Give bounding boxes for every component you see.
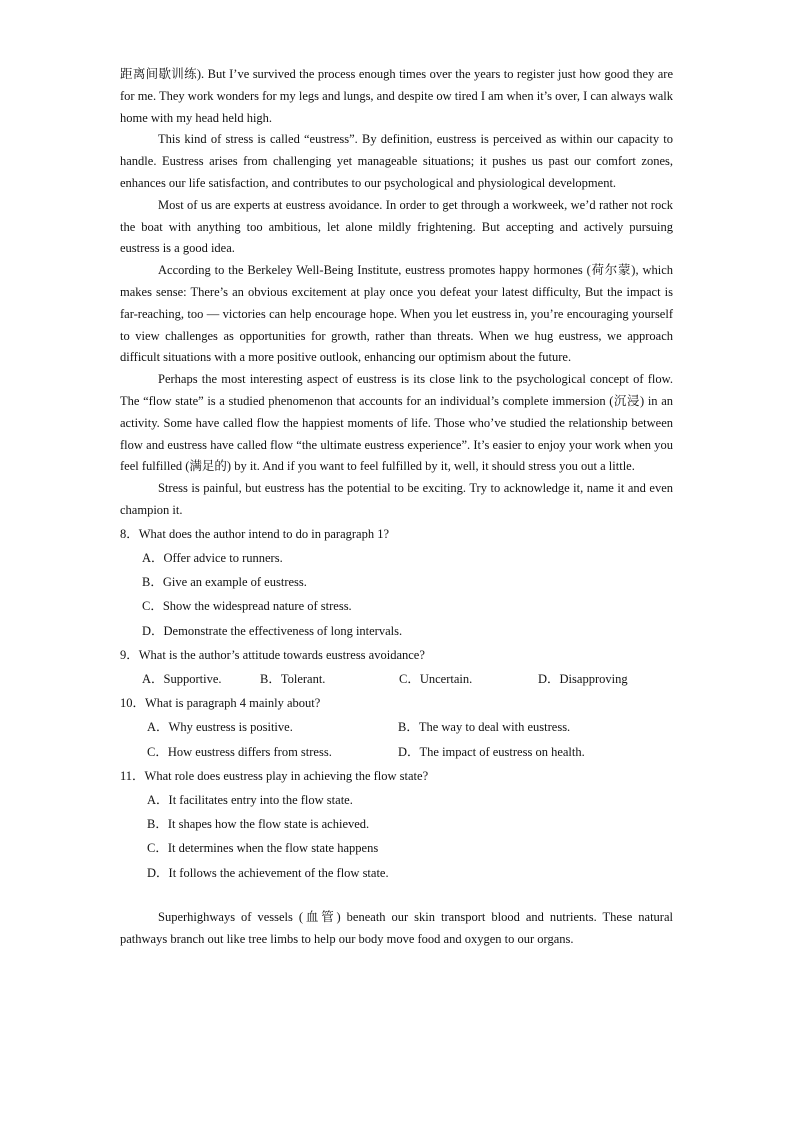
passage-paragraph-1: 距离间歇训练). But I’ve survived the process enough times over the years to register just how good they are for me. They work wonders for my legs and lungs, and despite ow tired I am when it’s over, I can always walk home with my head held high. [120,67,673,125]
option-c: C．Show the widespread nature of stress. [142,599,352,614]
option-a: A．It facilitates entry into the flow state. [147,792,353,807]
section-gap [120,885,673,907]
option-d: D．Disapproving [538,671,628,686]
option-d: D．The impact of eustress on health. [398,744,585,759]
option-b: B．Give an example of eustress. [142,575,307,590]
question-stem: 9．What is the author’s attitude towards eustress avoidance? [120,647,425,662]
option-c: C．Uncertain. [399,671,473,686]
passage-paragraph-5: Perhaps the most interesting aspect of eustress is its close link to the psychological concept of flow. The “flow state” is a studied phenomenon that accounts for an individual’s complete immersion (沉浸) in an activity. Some have called flow the happiest moments of life. Those who’ve studied the relationship between flow and eustress have called flow “the ultimate eustress experience”. It’s easier to enjoy your work when you feel fulfilled (满足的) by it. And if you want to feel fulfilled by it, well, it should stress you out a little. [120,372,673,474]
question-9 [120,643,673,691]
passage-paragraph-6: Stress is painful, but eustress has the potential to be exciting. Try to acknowledge it, name it and even champion it. [120,481,673,517]
question-stem: 8．What does the author intend to do in paragraph 1? [120,526,390,541]
option-b: B．Tolerant. [260,671,326,686]
option-d: D．It follows the achievement of the flow state. [147,865,389,880]
question-stem: 11．What role does eustress play in achieving the flow state? [120,768,429,783]
passage-paragraph-4: According to the Berkeley Well-Being Institute, eustress promotes happy hormones (荷尔蒙), which makes sense: There’s an obvious excitement at play once you defeat your latest difficulty, But the impact is far-reaching, too — victories can help encourage hope. When you let eustress in, you’re encouraging yourself to view challenges as opportunities for growth, rather than threats. When we hug eustress, we approach difficult situations with a more positive outlook, enhancing our optimism about the future. [120,263,673,365]
option-a: A．Offer advice to runners. [142,550,283,565]
option-c: C．It determines when the flow state happens [147,841,379,856]
question-11 [120,764,673,885]
passage-paragraph-3: Most of us are experts at eustress avoidance. In order to get through a workweek, we’d rather not rock the boat with anything too ambitious, let alone mildly frightening. But accepting and actively pursuing eustress is a good idea. [120,197,673,256]
options-row [142,667,673,691]
options-row [147,740,673,764]
option-b: B．It shapes how the flow state is achieved. [147,817,370,832]
next-passage-paragraph: Superhighways of vessels (血管) beneath our skin transport blood and nutrients. These natural pathways branch out like tree limbs to help our body move food and oxygen to our organs. [120,910,673,946]
passage-paragraph-2: This kind of stress is called “eustress”. By definition, eustress is perceived as within our capacity to handle. Eustress arises from challenging yet manageable situations; it pushes us past our comfort zones, enhances our life satisfaction, and contributes to our psychological and physiological development. [120,132,673,190]
document-page [120,64,673,951]
option-b: B．The way to deal with eustress. [398,720,571,735]
options-row [147,715,673,739]
question-stem: 10．What is paragraph 4 mainly about? [120,696,321,711]
question-10 [120,691,673,764]
option-d: D．Demonstrate the effectiveness of long intervals. [142,623,403,638]
question-8 [120,522,673,643]
option-c: C．How eustress differs from stress. [147,744,332,759]
option-a: A．Why eustress is positive. [147,720,293,735]
option-a: A．Supportive. [142,671,222,686]
